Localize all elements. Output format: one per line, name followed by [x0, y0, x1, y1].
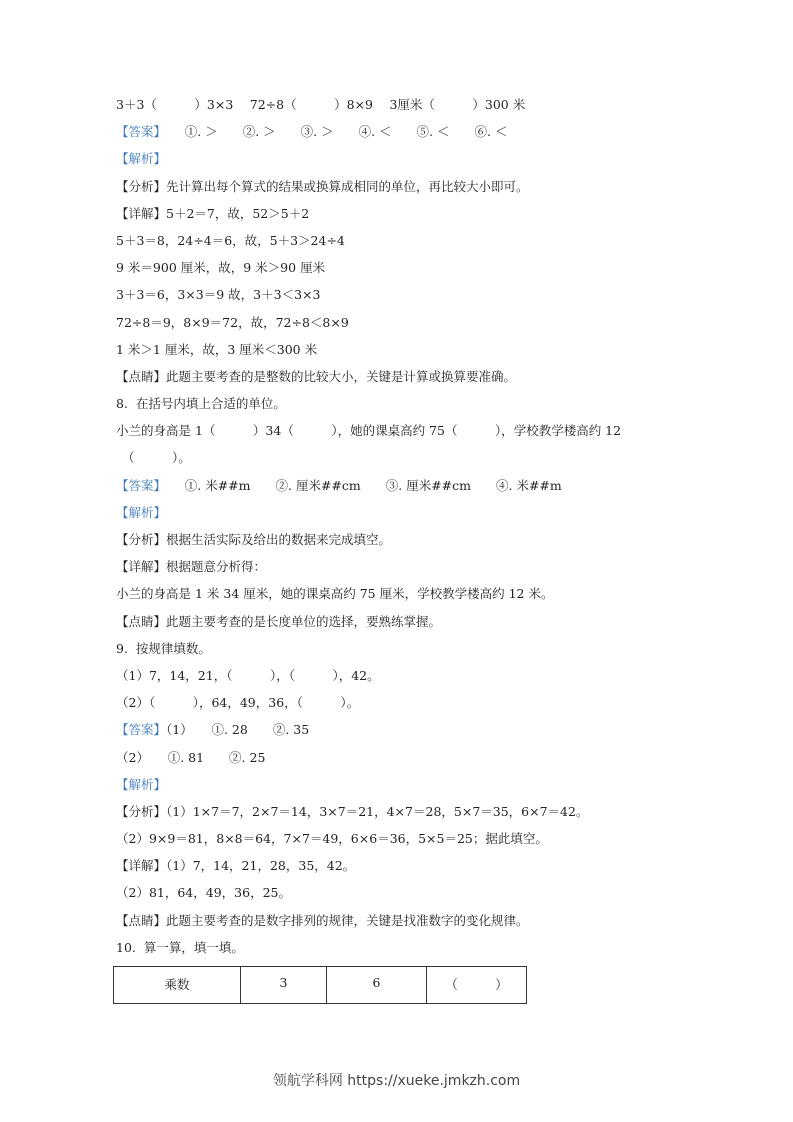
- line-text: 【分析】先计算出每个算式的结果或换算成相同的单位，再比较大小即可。: [116, 178, 529, 194]
- text-line: [116, 390, 716, 417]
- table-cell: 3: [241, 967, 327, 1004]
- text-line: [116, 254, 716, 281]
- text-line: [116, 608, 716, 635]
- text-line: [116, 907, 716, 934]
- text-line: [116, 689, 716, 716]
- line-text: （1） ①. 28 ②. 35: [166, 722, 310, 738]
- section-tag: 【答案】: [116, 124, 160, 140]
- footer-watermark: 领航学科网 https://xueke.jmkzh.com: [272, 1073, 521, 1089]
- line-text: 5＋3＝8，24÷4＝6，故，5＋3＞24÷4: [116, 232, 345, 248]
- line-text: 1 米＞1 厘米，故，3 厘米＜300 米: [116, 341, 318, 357]
- line-text: （2）（ ），64，49，36，（ ）。: [116, 695, 360, 711]
- text-line: [116, 444, 716, 471]
- text-line: [116, 173, 716, 200]
- line-text: （1）7，14，21，（ ），（ ），42。: [116, 667, 380, 683]
- line-text: 10. 算一算，填一填。: [116, 939, 244, 955]
- section-tag: 【解析】: [116, 151, 167, 167]
- section-tag: 【解析】: [116, 504, 167, 520]
- text-line: [116, 662, 716, 689]
- text-line: [116, 145, 716, 172]
- text-line: [116, 771, 716, 798]
- document-body: [116, 91, 716, 961]
- line-text: （2）81，64，49，36，25。: [116, 885, 291, 901]
- text-line: [116, 309, 716, 336]
- text-line: [116, 825, 716, 852]
- line-text: 9 米＝900 厘米，故，9 米＞90 厘米: [116, 260, 326, 276]
- text-line: [116, 499, 716, 526]
- text-line: [116, 716, 716, 743]
- text-line: [116, 281, 716, 308]
- line-text: （ ）。: [122, 450, 191, 466]
- line-text: （2） ①. 81 ②. 25: [116, 749, 266, 765]
- line-text: 3＋3（ ）3×3 72÷8（ ）8×9 3厘米（ ）300 米: [116, 97, 526, 112]
- text-line: [116, 363, 716, 390]
- text-line: [116, 580, 716, 607]
- text-line: [116, 879, 716, 906]
- line-text: ①. ＞ ②. ＞ ③. ＞ ④. ＜ ⑤. ＜ ⑥. ＜: [159, 124, 508, 140]
- text-line: [116, 417, 716, 444]
- line-text: 【点睛】此题主要考查的是长度单位的选择，要熟练掌握。: [116, 613, 442, 629]
- line-text: 9. 按规律填数。: [116, 640, 211, 656]
- text-line: [116, 200, 716, 227]
- text-line: [116, 934, 716, 961]
- line-text: 【分析】（1）1×7＝7，2×7＝14，3×7＝21，4×7＝28，5×7＝35，6×7＝42。: [116, 803, 589, 819]
- text-line: [116, 472, 716, 499]
- section-tag: 【解析】: [116, 776, 167, 792]
- line-text: 【点睛】此题主要考查的是数字排列的规律，关键是找准数字的变化规律。: [116, 912, 529, 928]
- text-line: [116, 635, 716, 662]
- text-line: [116, 336, 716, 363]
- line-text: 小兰的身高是 1 米 34 厘米，她的课桌高约 75 厘米，学校教学楼高约 12 米。: [116, 586, 554, 602]
- line-text: 3＋3＝6，3×3＝9 故，3＋3＜3×3: [116, 287, 321, 303]
- line-text: 【详解】根据题意分析得：: [116, 559, 267, 575]
- line-text: 【详解】5＋2＝7，故，52＞5＋2: [116, 205, 310, 221]
- text-line: [116, 227, 716, 254]
- line-text: ①. 米##m ②. 厘米##cm ③. 厘米##cm ④. 米##m: [159, 477, 562, 493]
- table-cell: 6: [327, 967, 427, 1004]
- line-text: 【分析】根据生活实际及给出的数据来完成填空。: [116, 532, 392, 547]
- section-tag: 【答案】: [116, 722, 167, 738]
- line-text: 小兰的身高是 1（ ）34（ ），她的课桌高约 75（ ），学校教学楼高约 12: [116, 423, 622, 439]
- table-row: [114, 967, 527, 1004]
- line-text: （2）9×9＝81，8×8＝64，7×7＝49，6×6＝36，5×5＝25；据此填空。: [116, 831, 548, 847]
- text-line: [116, 798, 716, 825]
- text-line: [116, 91, 716, 118]
- line-text: 【点睛】此题主要考查的是整数的比较大小，关键是计算或换算要准确。: [116, 368, 517, 384]
- text-line: [116, 118, 716, 145]
- multiplication-table: [113, 966, 527, 1004]
- section-tag: 【答案】: [116, 477, 160, 493]
- line-text: 【详解】（1）7，14，21，28，35，42。: [116, 858, 356, 874]
- text-line: [116, 744, 716, 771]
- text-line: [116, 852, 716, 879]
- table-cell: 乘数: [114, 967, 241, 1004]
- text-line: [116, 526, 716, 553]
- line-text: 8. 在括号内填上合适的单位。: [116, 396, 286, 412]
- text-line: [116, 553, 716, 580]
- line-text: 72÷8＝9，8×9＝72，故，72÷8＜8×9: [116, 314, 349, 330]
- table-cell: （ ）: [427, 967, 527, 1004]
